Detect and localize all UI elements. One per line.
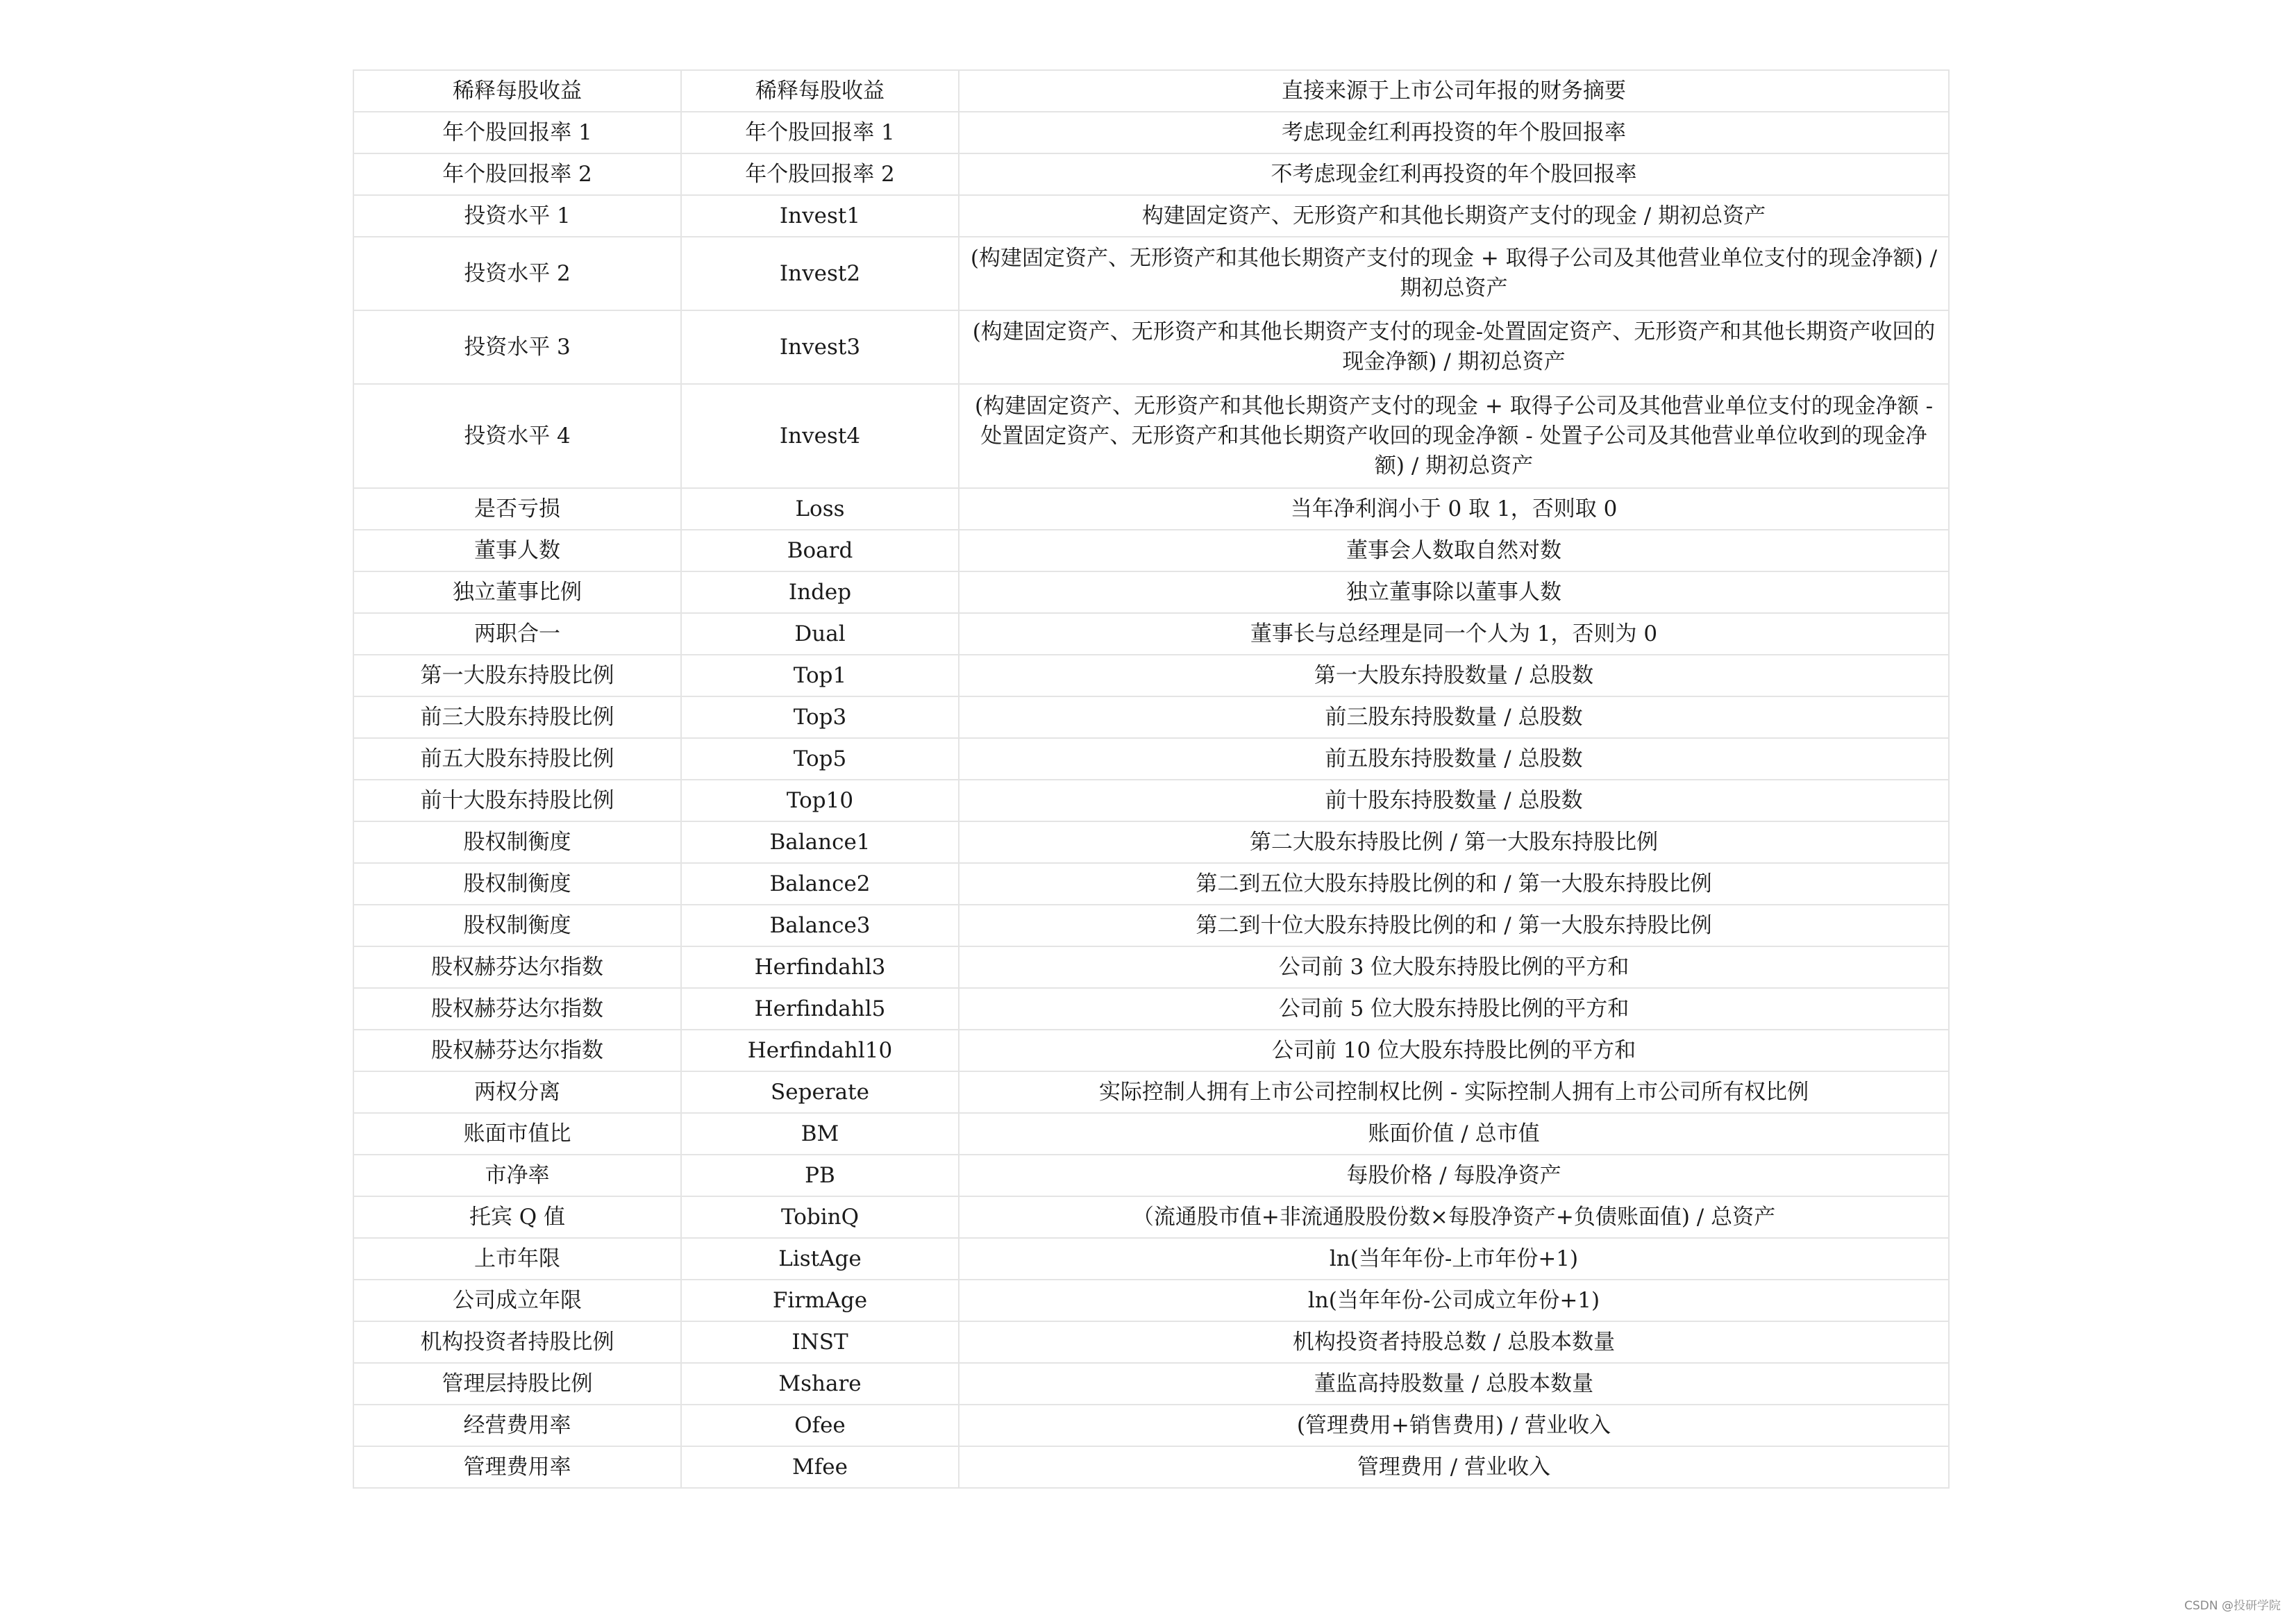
variable-name-cell: 两权分离	[353, 1071, 681, 1113]
variable-definition-cell: 前五股东持股数量 / 总股数	[959, 738, 1949, 780]
table-row	[353, 946, 1949, 988]
variable-name-cell: 独立董事比例	[353, 571, 681, 613]
table-row	[353, 530, 1949, 571]
variable-definition-cell: 考虑现金红利再投资的年个股回报率	[959, 112, 1949, 153]
variable-definition-cell: 前三股东持股数量 / 总股数	[959, 696, 1949, 738]
variable-code-cell: BM	[681, 1113, 959, 1155]
variable-definition-cell: ln(当年年份-公司成立年份+1)	[959, 1280, 1949, 1321]
variable-definition-cell: 每股价格 / 每股净资产	[959, 1155, 1949, 1196]
variable-code-cell: Top3	[681, 696, 959, 738]
table-row	[353, 1196, 1949, 1238]
variable-code-cell: Mfee	[681, 1446, 959, 1488]
variable-code-cell: Indep	[681, 571, 959, 613]
variable-definition-cell: (构建固定资产、无形资产和其他长期资产支付的现金 + 取得子公司及其他营业单位支付的现金净额 - 处置固定资产、无形资产和其他长期资产收回的现金净额 - 处置子公司及其他营业单位收到的现金净额) / 期初总资产	[959, 384, 1949, 488]
variable-name-cell: 公司成立年限	[353, 1280, 681, 1321]
table-row	[353, 1446, 1949, 1488]
variable-code-cell: Invest3	[681, 310, 959, 384]
variable-code-cell: Invest2	[681, 237, 959, 310]
variable-definition-cell: 公司前 3 位大股东持股比例的平方和	[959, 946, 1949, 988]
variable-code-cell: Invest4	[681, 384, 959, 488]
variable-definition-cell: 管理费用 / 营业收入	[959, 1446, 1949, 1488]
variable-name-cell: 股权赫芬达尔指数	[353, 946, 681, 988]
watermark: CSDN @投研学院	[2184, 1599, 2281, 1613]
variable-definition-cell: （流通股市值+非流通股股份数×每股净资产+负债账面值) / 总资产	[959, 1196, 1949, 1238]
table-row	[353, 780, 1949, 821]
variable-name-cell: 经营费用率	[353, 1405, 681, 1446]
variable-definition-cell: 构建固定资产、无形资产和其他长期资产支付的现金 / 期初总资产	[959, 195, 1949, 237]
variable-code-cell: ListAge	[681, 1238, 959, 1280]
table-row	[353, 488, 1949, 530]
variable-code-cell: Top5	[681, 738, 959, 780]
table-row	[353, 310, 1949, 384]
variable-definition-cell: 第二大股东持股比例 / 第一大股东持股比例	[959, 821, 1949, 863]
variable-code-cell: Balance2	[681, 863, 959, 905]
variable-name-cell: 前三大股东持股比例	[353, 696, 681, 738]
variable-code-cell: Top10	[681, 780, 959, 821]
table-row	[353, 237, 1949, 310]
variable-name-cell: 股权赫芬达尔指数	[353, 988, 681, 1030]
variable-code-cell: INST	[681, 1321, 959, 1363]
table-row	[353, 70, 1949, 112]
variable-name-cell: 管理费用率	[353, 1446, 681, 1488]
table-row	[353, 1155, 1949, 1196]
table-row	[353, 613, 1949, 655]
variable-name-cell: 投资水平 4	[353, 384, 681, 488]
variable-definition-cell: 不考虑现金红利再投资的年个股回报率	[959, 153, 1949, 195]
variable-definition-cell: 公司前 10 位大股东持股比例的平方和	[959, 1030, 1949, 1071]
variable-definition-cell: 前十股东持股数量 / 总股数	[959, 780, 1949, 821]
table-row	[353, 655, 1949, 696]
variable-name-cell: 股权赫芬达尔指数	[353, 1030, 681, 1071]
variable-name-cell: 管理层持股比例	[353, 1363, 681, 1405]
variable-definition-cell: (构建固定资产、无形资产和其他长期资产支付的现金 + 取得子公司及其他营业单位支付的现金净额) / 期初总资产	[959, 237, 1949, 310]
variable-name-cell: 账面市值比	[353, 1113, 681, 1155]
table-body	[353, 70, 1949, 1488]
table-row	[353, 153, 1949, 195]
table-row	[353, 738, 1949, 780]
variable-name-cell: 机构投资者持股比例	[353, 1321, 681, 1363]
variable-definition-cell: 董监高持股数量 / 总股本数量	[959, 1363, 1949, 1405]
table-row	[353, 1363, 1949, 1405]
table-row	[353, 1113, 1949, 1155]
variable-code-cell: TobinQ	[681, 1196, 959, 1238]
variable-code-cell: 年个股回报率 1	[681, 112, 959, 153]
variable-definition-cell: 董事会人数取自然对数	[959, 530, 1949, 571]
variable-definition-cell: 当年净利润小于 0 取 1，否则取 0	[959, 488, 1949, 530]
variable-definition-cell: 第一大股东持股数量 / 总股数	[959, 655, 1949, 696]
table-row	[353, 1321, 1949, 1363]
variable-name-cell: 年个股回报率 1	[353, 112, 681, 153]
variable-definition-cell: 实际控制人拥有上市公司控制权比例 - 实际控制人拥有上市公司所有权比例	[959, 1071, 1949, 1113]
variable-code-cell: Board	[681, 530, 959, 571]
variable-code-cell: Mshare	[681, 1363, 959, 1405]
table-row	[353, 1030, 1949, 1071]
variable-definition-cell: 直接来源于上市公司年报的财务摘要	[959, 70, 1949, 112]
table-row	[353, 988, 1949, 1030]
variable-definition-cell: (管理费用+销售费用) / 营业收入	[959, 1405, 1949, 1446]
table-row	[353, 195, 1949, 237]
variable-code-cell: Top1	[681, 655, 959, 696]
variable-definition-cell: 独立董事除以董事人数	[959, 571, 1949, 613]
variable-name-cell: 是否亏损	[353, 488, 681, 530]
table-row	[353, 1238, 1949, 1280]
variable-name-cell: 稀释每股收益	[353, 70, 681, 112]
variable-name-cell: 第一大股东持股比例	[353, 655, 681, 696]
table-row	[353, 1071, 1949, 1113]
table-row	[353, 384, 1949, 488]
table-row	[353, 905, 1949, 946]
variable-name-cell: 董事人数	[353, 530, 681, 571]
variable-name-cell: 投资水平 1	[353, 195, 681, 237]
variable-code-cell: Loss	[681, 488, 959, 530]
variable-name-cell: 股权制衡度	[353, 863, 681, 905]
variable-code-cell: PB	[681, 1155, 959, 1196]
table-row	[353, 112, 1949, 153]
variable-code-cell: Herfindahl3	[681, 946, 959, 988]
variable-definition-cell: 第二到五位大股东持股比例的和 / 第一大股东持股比例	[959, 863, 1949, 905]
variable-definition-cell: 董事长与总经理是同一个人为 1，否则为 0	[959, 613, 1949, 655]
variable-code-cell: 稀释每股收益	[681, 70, 959, 112]
table-row	[353, 696, 1949, 738]
variable-code-cell: Herfindahl10	[681, 1030, 959, 1071]
variable-code-cell: Invest1	[681, 195, 959, 237]
variable-code-cell: FirmAge	[681, 1280, 959, 1321]
variable-name-cell: 股权制衡度	[353, 905, 681, 946]
variable-name-cell: 上市年限	[353, 1238, 681, 1280]
variable-code-cell: 年个股回报率 2	[681, 153, 959, 195]
variable-definition-table	[353, 69, 1950, 1489]
variable-name-cell: 投资水平 2	[353, 237, 681, 310]
variable-code-cell: Seperate	[681, 1071, 959, 1113]
variable-name-cell: 前五大股东持股比例	[353, 738, 681, 780]
table-row	[353, 821, 1949, 863]
table-row	[353, 1280, 1949, 1321]
variable-name-cell: 两职合一	[353, 613, 681, 655]
variable-code-cell: Balance1	[681, 821, 959, 863]
table-row	[353, 571, 1949, 613]
variable-name-cell: 托宾 Q 值	[353, 1196, 681, 1238]
variable-definition-cell: 第二到十位大股东持股比例的和 / 第一大股东持股比例	[959, 905, 1949, 946]
variable-name-cell: 股权制衡度	[353, 821, 681, 863]
variable-code-cell: Ofee	[681, 1405, 959, 1446]
variable-code-cell: Dual	[681, 613, 959, 655]
variable-name-cell: 市净率	[353, 1155, 681, 1196]
variable-code-cell: Herfindahl5	[681, 988, 959, 1030]
variable-name-cell: 年个股回报率 2	[353, 153, 681, 195]
variable-definition-cell: (构建固定资产、无形资产和其他长期资产支付的现金-处置固定资产、无形资产和其他长期资产收回的现金净额) / 期初总资产	[959, 310, 1949, 384]
table-row	[353, 863, 1949, 905]
variable-definition-cell: 账面价值 / 总市值	[959, 1113, 1949, 1155]
table-row	[353, 1405, 1949, 1446]
variable-code-cell: Balance3	[681, 905, 959, 946]
variable-name-cell: 前十大股东持股比例	[353, 780, 681, 821]
variable-name-cell: 投资水平 3	[353, 310, 681, 384]
variable-definition-cell: ln(当年年份-上市年份+1)	[959, 1238, 1949, 1280]
variable-definition-cell: 公司前 5 位大股东持股比例的平方和	[959, 988, 1949, 1030]
variable-definition-cell: 机构投资者持股总数 / 总股本数量	[959, 1321, 1949, 1363]
